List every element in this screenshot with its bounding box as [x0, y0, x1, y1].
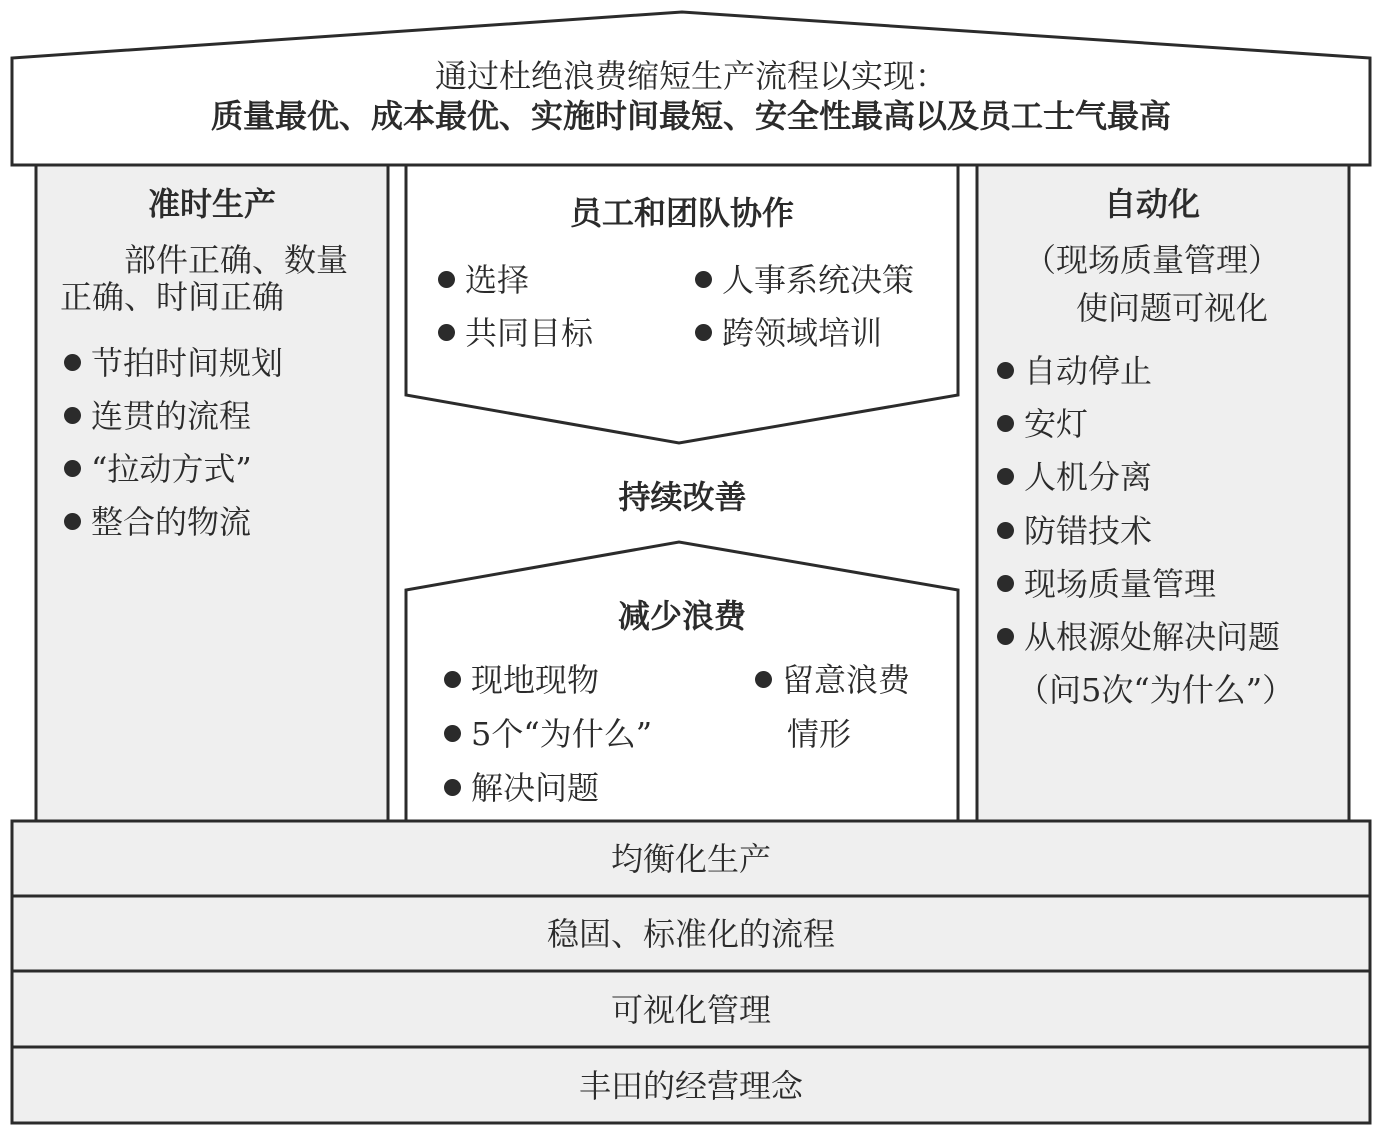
center-top-item: 共同目标	[438, 313, 593, 353]
bullet-icon	[695, 271, 712, 288]
left-pillar-item: 整合的物流	[64, 502, 251, 542]
right-pillar-subtitle-2: 使问题可视化	[1075, 289, 1268, 327]
left-pillar-item: “拉动方式”	[64, 449, 252, 489]
bullet-icon	[997, 362, 1014, 379]
right-pillar-item: 安灯	[997, 404, 1088, 444]
center-top-item: 人事系统决策	[695, 260, 914, 300]
bullet-icon	[444, 671, 461, 688]
bullet-icon	[755, 671, 772, 688]
roof-line-2: 质量最优、成本最优、实施时间最短、安全性最高以及员工士气最高	[210, 97, 1171, 135]
center-bottom-item: 留意浪费	[755, 660, 910, 700]
left-pillar-item: 连贯的流程	[64, 396, 251, 436]
center-bottom-item-cont: 情形	[787, 715, 852, 753]
roof-line-1: 通过杜绝浪费缩短生产流程以实现：	[434, 57, 947, 95]
bullet-icon	[997, 468, 1014, 485]
right-pillar-item: 自动停止	[997, 351, 1152, 391]
foundation-label: 可视化管理	[610, 991, 771, 1029]
right-pillar-item: 人机分离	[997, 457, 1152, 497]
bullet-icon	[997, 522, 1014, 539]
bullet-icon	[997, 575, 1014, 592]
bullet-icon	[444, 779, 461, 796]
bullet-icon	[438, 324, 455, 341]
left-pillar-subtitle-1: 部件正确、数量	[124, 241, 349, 279]
bullet-icon	[64, 407, 81, 424]
left-pillar-title: 准时生产	[147, 185, 276, 223]
right-pillar-subtitle-1: （现场质量管理）	[1023, 241, 1280, 279]
bullet-icon	[64, 513, 81, 530]
bullet-icon	[438, 271, 455, 288]
foundation-label: 稳固、标准化的流程	[546, 915, 835, 953]
continuous-improvement-label: 持续改善	[618, 478, 747, 516]
right-pillar-item: 现场质量管理	[997, 564, 1216, 604]
center-bottom-item: 5个“为什么”	[444, 714, 652, 754]
center-bottom-item: 解决问题	[444, 768, 599, 808]
center-bottom-title: 减少浪费	[617, 597, 746, 635]
foundation-label: 丰田的经营理念	[578, 1067, 803, 1105]
left-pillar-item: 节拍时间规划	[64, 343, 283, 383]
right-pillar-item: 防错技术	[997, 511, 1152, 551]
center-top-title: 员工和团队协作	[569, 194, 794, 232]
foundation-label: 均衡化生产	[610, 840, 771, 878]
bullet-icon	[695, 324, 712, 341]
left-pillar-subtitle-2: 正确、时间正确	[60, 278, 285, 316]
center-top-item: 选择	[438, 260, 529, 300]
center-top-item: 跨领域培训	[695, 313, 882, 353]
right-pillar-title: 自动化	[1103, 185, 1200, 223]
bullet-icon	[444, 725, 461, 742]
bullet-icon	[997, 415, 1014, 432]
right-pillar-item: 从根源处解决问题	[997, 617, 1280, 657]
right-pillar-note: （问5次“为什么”）	[1017, 671, 1295, 709]
center-bottom-item: 现地现物	[444, 660, 599, 700]
bullet-icon	[997, 628, 1014, 645]
bullet-icon	[64, 460, 81, 477]
bullet-icon	[64, 354, 81, 371]
